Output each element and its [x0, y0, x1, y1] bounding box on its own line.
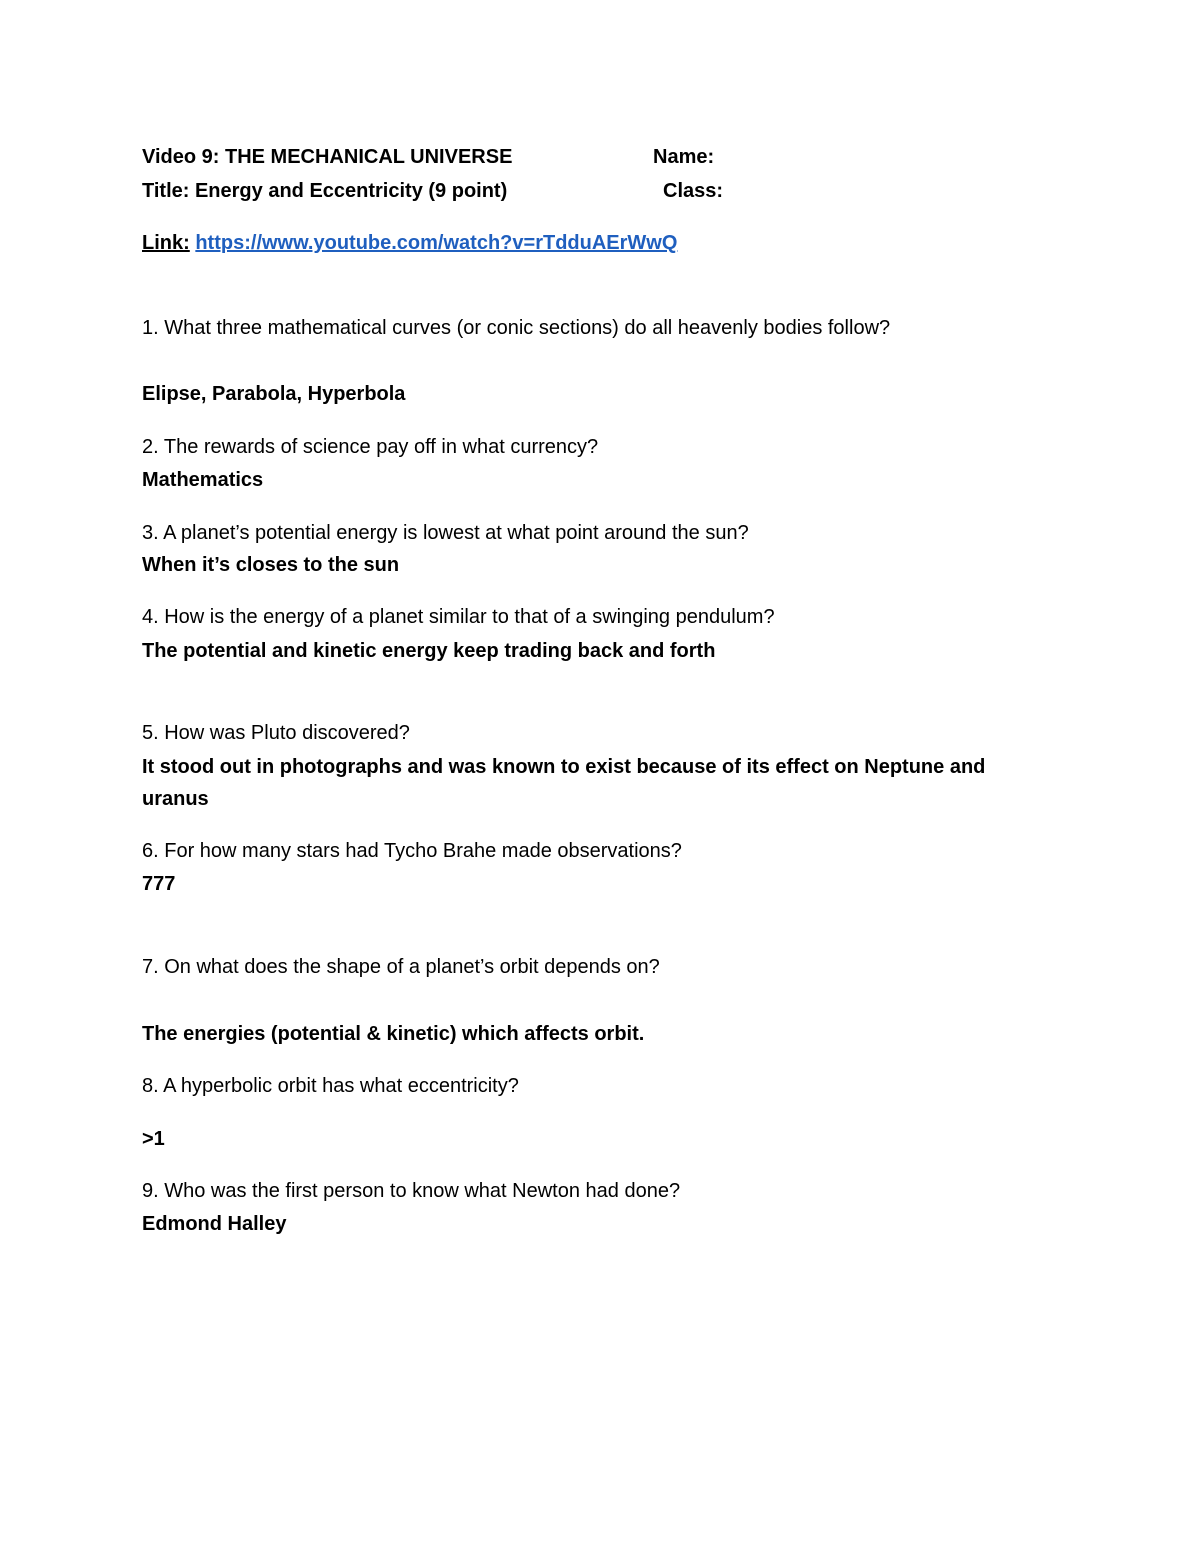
answer-2: Mathematics [142, 469, 264, 491]
question-6: 6. For how many stars had Tycho Brahe made observations? [142, 840, 682, 862]
question-4: 4. How is the energy of a planet similar to that of a swinging pendulum? [142, 606, 775, 628]
answer-5-continued: uranus [142, 788, 209, 810]
answer-3: When it’s closes to the sun [142, 554, 400, 576]
video-link[interactable]: https://www.youtube.com/watch?v=rTdduAErWwQ [195, 232, 678, 254]
answer-1: Elipse, Parabola, Hyperbola [142, 383, 406, 405]
class-label: Class: [663, 180, 724, 202]
answer-9: Edmond Halley [142, 1213, 287, 1235]
link-line [142, 231, 677, 255]
question-7: 7. On what does the shape of a planet’s orbit depends on? [142, 956, 660, 978]
name-label: Name: [653, 146, 715, 168]
link-label: Link: [142, 232, 190, 254]
question-5: 5. How was Pluto discovered? [142, 722, 410, 744]
question-2: 2. The rewards of science pay off in what currency? [142, 436, 599, 458]
question-1: 1. What three mathematical curves (or conic sections) do all heavenly bodies follow? [142, 317, 891, 339]
question-9: 9. Who was the first person to know what Newton had done? [142, 1180, 681, 1202]
answer-6: 777 [142, 873, 176, 895]
question-8: 8. A hyperbolic orbit has what eccentricity? [142, 1075, 519, 1097]
answer-4: The potential and kinetic energy keep trading back and forth [142, 640, 716, 662]
answer-8: >1 [142, 1128, 165, 1150]
video-title: Video 9: THE MECHANICAL UNIVERSE [142, 146, 513, 168]
worksheet-title: Title: Energy and Eccentricity (9 point) [142, 180, 508, 202]
answer-7: The energies (potential & kinetic) which affects orbit. [142, 1023, 645, 1045]
answer-5: It stood out in photographs and was known to exist because of its effect on Neptune and [142, 756, 986, 778]
question-3: 3. A planet’s potential energy is lowest at what point around the sun? [142, 522, 749, 544]
